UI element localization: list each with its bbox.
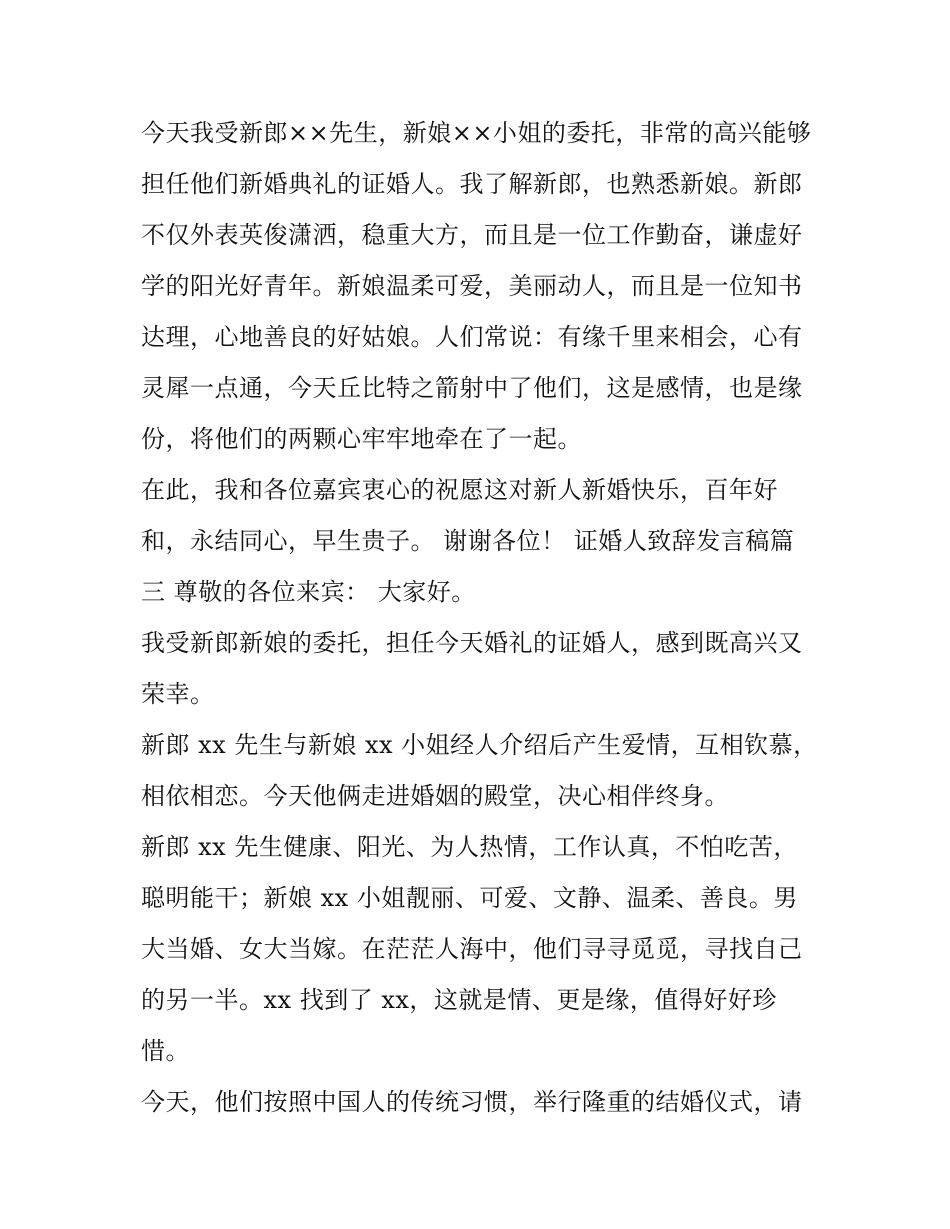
document-body bbox=[141, 108, 821, 1128]
text-line: 大当婚、女大当嫁。在茫茫人海中，他们寻寻觅觅，寻找自己 bbox=[141, 935, 803, 963]
text-line: 惜。 bbox=[141, 1037, 190, 1065]
text-line: 学的阳光好青年。新娘温柔可爱，美丽动人，而且是一位知书 bbox=[141, 272, 803, 300]
text-line: 在此，我和各位嘉宾衷心的祝愿这对新人新婚快乐，百年好 bbox=[141, 476, 778, 504]
text-line: 份，将他们的两颗心牢牢地牵在了一起。 bbox=[141, 425, 582, 453]
text-line: 今天，他们按照中国人的传统习惯，举行隆重的结婚仪式，请 bbox=[141, 1088, 803, 1116]
text-line: 达理，心地善良的好姑娘。人们常说：有缘千里来相会，心有 bbox=[141, 323, 803, 351]
text-line: 新郎 xx 先生健康、阳光、为人热情，工作认真，不怕吃苦， bbox=[141, 833, 798, 861]
text-line: 相依相恋。今天他俩走进婚姻的殿堂，决心相伴终身。 bbox=[141, 782, 729, 810]
text-line: 荣幸。 bbox=[141, 680, 215, 708]
text-line: 的另一半。xx 找到了 xx，这就是情、更是缘，值得好好珍 bbox=[141, 986, 777, 1014]
text-line: 和，永结同心，早生贵子。 谢谢各位！ 证婚人致辞发言稿篇 bbox=[141, 527, 795, 555]
text-line: 新郎 xx 先生与新娘 xx 小姐经人介绍后产生爱情，互相钦慕， bbox=[141, 731, 818, 759]
text-line: 担任他们新婚典礼的证婚人。我了解新郎，也熟悉新娘。新郎 bbox=[141, 170, 803, 198]
text-line: 灵犀一点通，今天丘比特之箭射中了他们，这是感情，也是缘 bbox=[141, 374, 803, 402]
text-line: 不仅外表英俊潇洒，稳重大方，而且是一位工作勤奋，谦虚好 bbox=[141, 221, 803, 249]
text-line: 今天我受新郎××先生，新娘××小姐的委托，非常的高兴能够 bbox=[141, 119, 812, 147]
text-line: 聪明能干；新娘 xx 小姐靓丽、可爱、文静、温柔、善良。男 bbox=[141, 884, 798, 912]
text-line: 三 尊敬的各位来宾： 大家好。 bbox=[141, 578, 476, 606]
text-line: 我受新郎新娘的委托，担任今天婚礼的证婚人，感到既高兴又 bbox=[141, 629, 803, 657]
